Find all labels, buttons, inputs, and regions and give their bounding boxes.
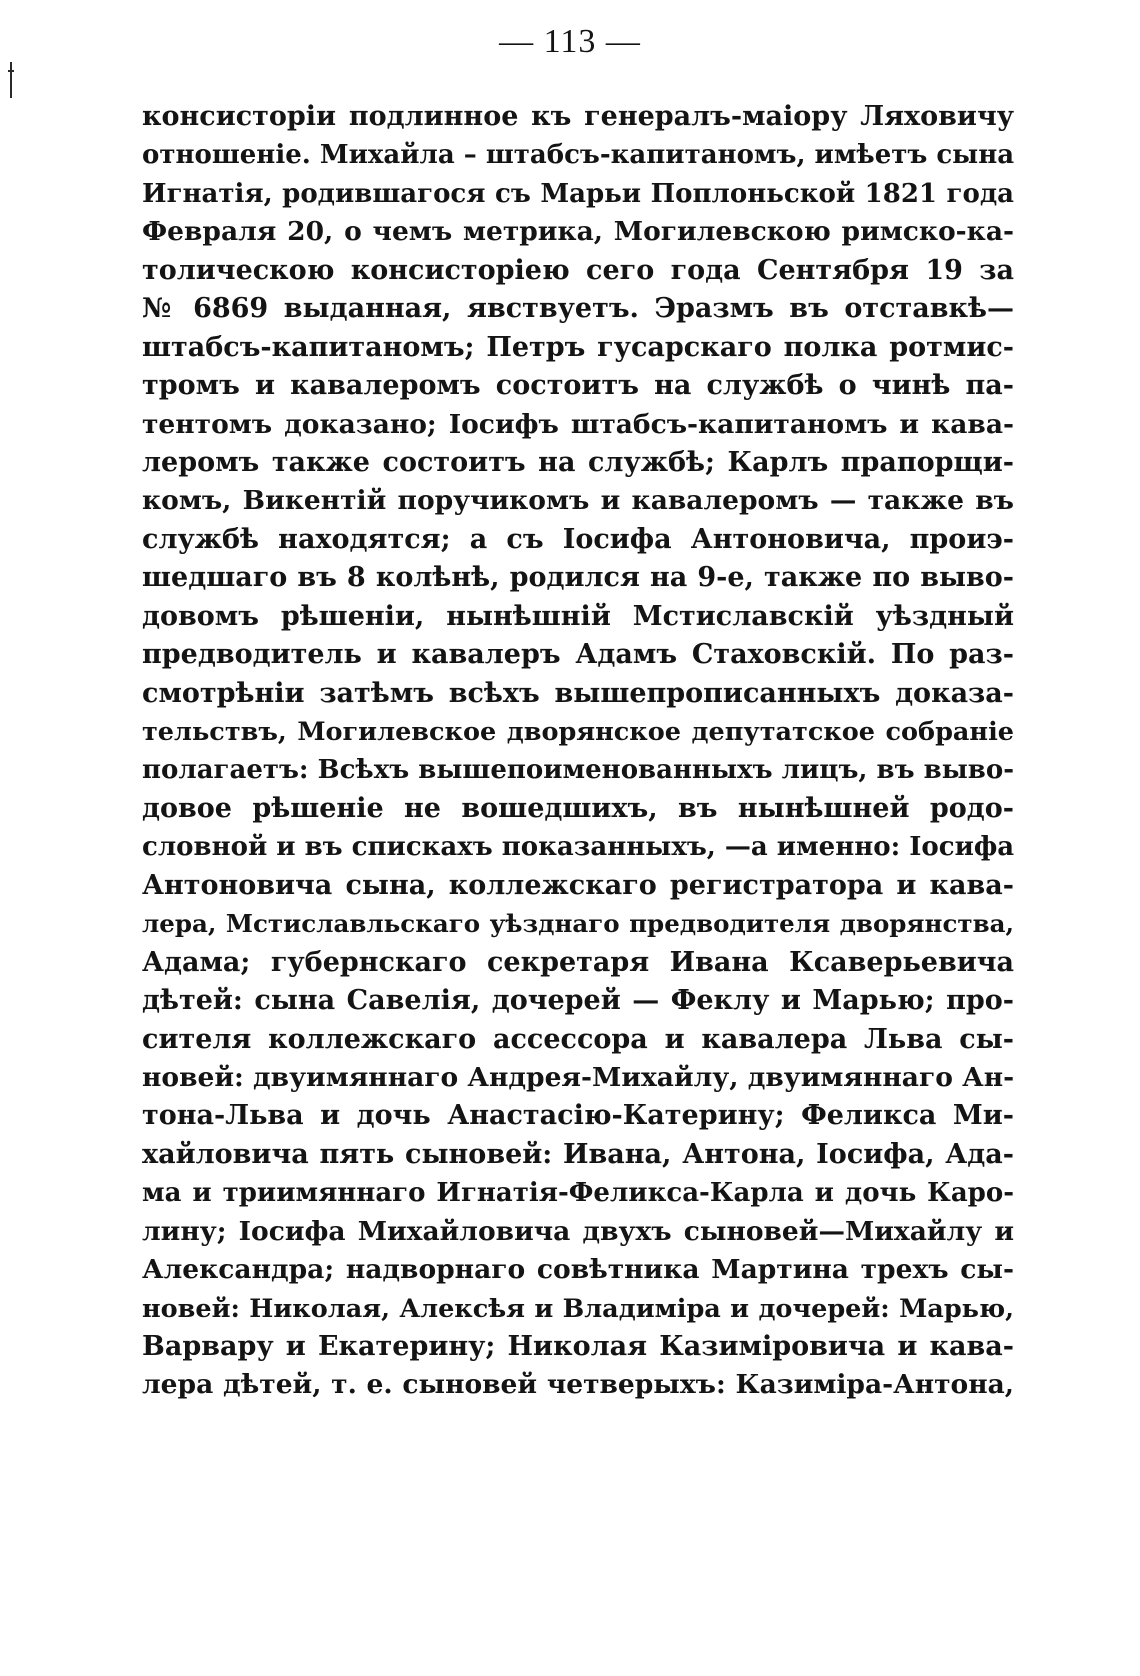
text-line: хайловича пять сыновей: Ивана, Антона, Іосифа, Ада- [142,1138,1014,1170]
text-line: комъ, Викентій поручикомъ и кавалеромъ — также въ [142,485,1014,517]
text-line: Игнатія, родившагося съ Марьи Поплоньской 1821 года [142,178,1014,209]
text-line: Александра; надворнаго совѣтника Мартина трехъ сы- [142,1254,1014,1286]
text-line: словной и въ спискахъ показанныхъ, —а именно: Іосифа [142,832,1014,863]
text-line: толическою консисторіею сего года Сентября 19 за [142,254,1014,286]
text-line: леромъ также состоитъ на службѣ; Карлъ прапорщи- [142,446,1014,478]
text-line: отношеніе. Михайла – штабсъ-капитаномъ, имѣетъ сына [142,140,1014,171]
text-line: довомъ рѣшеніи, нынѣшній Мстиславскій уѣздный [142,600,1014,632]
text-line: консисторіи подлинное къ генералъ-маіору Ляховичу [142,101,1014,132]
text-line: штабсъ-капитаномъ; Петръ гусарскаго полка ротмис- [142,331,1014,363]
text-line: смотрѣніи затѣмъ всѣхъ вышепрописанныхъ доказа- [142,677,1014,709]
text-line: полагаетъ: Всѣхъ вышепоименованныхъ лицъ, въ выво- [142,755,1014,786]
text-line: тельствъ, Могилевское дворянское депутатское собраніе [142,717,1014,747]
text-line: № 6869 выданная, явствуетъ. Эразмъ въ отставкѣ— [142,293,1014,325]
text-line: предводитель и кавалеръ Адамъ Стаховскій. По раз- [142,639,1014,671]
text-line: довое рѣшеніе не вошедшихъ, въ нынѣшней родо- [142,792,1014,824]
text-line: лину; Іосифа Михайловича двухъ сыновей—Михайлу и [142,1215,1014,1247]
text-line: Адама; губернскаго секретаря Ивана Ксаверьевича [142,946,1014,978]
text-line: тона-Льва и дочь Анастасію-Катерину; Феликса Ми- [142,1100,1014,1132]
text-line: новей: Николая, Алексѣя и Владиміра и дочерей: Марью, [142,1293,1014,1324]
text-line: Антоновича сына, коллежскаго регистратора и кава- [142,869,1014,901]
text-line: шедшаго въ 8 колѣнѣ, родился на 9-е, также по выво- [142,562,1014,594]
text-line: тромъ и кавалеромъ состоитъ на службѣ о чинѣ па- [142,370,1014,402]
text-line: сителя коллежскаго ассессора и кавалера Льва сы- [142,1023,1014,1055]
text-line: ма и триимяннаго Игнатія-Феликса-Карла и дочь Каро- [142,1178,1014,1209]
text-line: службѣ находятся; а съ Іосифа Антоновича, проиэ- [142,523,1014,555]
text-line: тентомъ доказано; Іосифъ штабсъ-капитаномъ и кава- [142,408,1014,440]
text-line: лера дѣтей, т. е. сыновей четверыхъ: Казиміра-Антона, [142,1369,1014,1401]
page-number: — 113 — [499,23,641,60]
text-line: Февраля 20, о чемъ метрика, Могилевскою римско-ка- [142,216,1014,248]
body-text [142,98,1014,1405]
text-line: Варвару и Екатерину; Николая Казиміровича и кава- [142,1331,1014,1362]
text-line: новей: двуимяннаго Андрея-Михайлу, двуимяннаго Ан- [142,1061,1014,1093]
margin-mark [10,62,12,98]
text-line: лера, Мстиславльскаго уѣзднаго предводителя дворянства, [142,909,1014,939]
text-line: дѣтей: сына Савелія, дочерей — Феклу и Марью; про- [142,985,1014,1017]
